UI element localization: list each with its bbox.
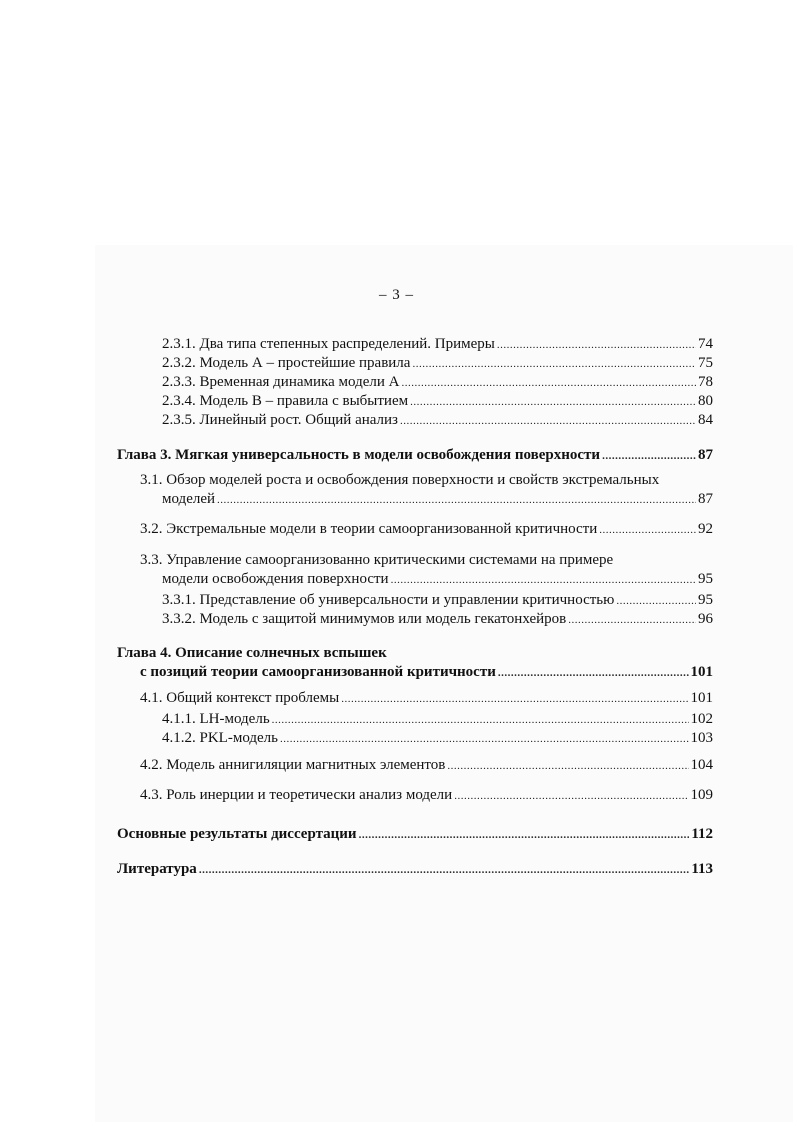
toc-entry-page: 75 xyxy=(698,355,713,371)
toc-entry-title: моделей xyxy=(162,491,216,507)
toc-entry-page: 101 xyxy=(690,690,713,706)
toc-entry-page: 80 xyxy=(698,393,713,409)
toc-entry-title: 2.3.4. Модель В – правила с выбытием xyxy=(162,393,409,409)
toc-entry-page: 101 xyxy=(690,664,713,680)
toc-entry-4-3[interactable] xyxy=(140,786,713,806)
toc-entry-2-3-2[interactable] xyxy=(162,354,713,374)
leader-dots xyxy=(341,690,688,709)
toc-entry-title: 4.1. Общий контекст проблемы xyxy=(140,690,340,706)
leader-dots xyxy=(447,757,688,776)
toc-entry-2-3-5[interactable] xyxy=(162,411,713,431)
toc-entry-title: 2.3.1. Два типа степенных распределений. Примеры xyxy=(162,336,495,352)
toc-entry-4-1[interactable] xyxy=(140,689,713,709)
toc-chapter-4-line1[interactable]: Глава 4. Описание солнечных вспышек xyxy=(117,645,387,661)
toc-entry-3-1-line1[interactable]: 3.1. Обзор моделей роста и освобождения поверхности и свойств экстремальных xyxy=(140,472,660,488)
toc-entry-title: 3.3.1. Представление об универсальности и управлении критичностью xyxy=(162,592,615,608)
toc-chapter-3[interactable] xyxy=(117,446,713,466)
toc-chapter-4[interactable] xyxy=(140,663,713,683)
toc-entry-4-1-1[interactable] xyxy=(162,710,713,730)
toc-entry-title: 2.3.2. Модель А – простейшие правила xyxy=(162,355,411,371)
toc-entry-page: 96 xyxy=(698,611,713,627)
toc-entry-2-3-1[interactable] xyxy=(162,335,713,355)
leader-dots xyxy=(280,730,688,749)
toc-entry-page: 92 xyxy=(698,521,713,537)
leader-dots xyxy=(391,571,696,590)
toc-entry-page: 87 xyxy=(698,447,713,463)
toc-literature[interactable] xyxy=(117,860,713,880)
toc-entry-title: 4.1.1. LH-модель xyxy=(162,711,270,727)
toc-entry-3-2[interactable] xyxy=(140,520,713,540)
toc-entry-title: 4.2. Модель аннигиляции магнитных элементов xyxy=(140,757,446,773)
toc-entry-page: 103 xyxy=(690,730,713,746)
page-number: – 3 – xyxy=(379,287,414,303)
leader-dots xyxy=(400,412,696,431)
toc-entry-title: Глава 3. Мягкая универсальность в модели освобождения поверхности xyxy=(117,447,601,463)
toc-entry-3-3-2[interactable] xyxy=(162,610,713,630)
toc-entry-page: 102 xyxy=(690,711,713,727)
leader-dots xyxy=(497,336,696,355)
toc-entry-4-1-2[interactable] xyxy=(162,729,713,749)
toc-entry-4-2[interactable] xyxy=(140,756,713,776)
leader-dots xyxy=(599,521,696,540)
toc-entry-2-3-4[interactable] xyxy=(162,392,713,412)
toc-entry-page: 95 xyxy=(698,592,713,608)
leader-dots xyxy=(602,447,696,466)
toc-entry-page: 109 xyxy=(690,787,713,803)
leader-dots xyxy=(454,787,688,806)
toc-entry-title: Основные результаты диссертации xyxy=(117,826,357,842)
leader-dots xyxy=(412,355,696,374)
leader-dots xyxy=(568,611,696,630)
toc-entry-title: 2.3.3. Временная динамика модели А xyxy=(162,374,400,390)
leader-dots xyxy=(498,664,689,683)
toc-entry-page: 113 xyxy=(691,861,713,877)
toc-entry-3-1[interactable] xyxy=(162,490,713,510)
toc-entry-page: 78 xyxy=(698,374,713,390)
toc-entry-page: 104 xyxy=(690,757,713,773)
toc-entry-title: модели освобождения поверхности xyxy=(162,571,389,587)
leader-dots xyxy=(401,374,696,393)
toc-entry-page: 84 xyxy=(698,412,713,428)
toc-entry-title: 3.3.2. Модель с защитой минимумов или модель гекатонхейров xyxy=(162,611,567,627)
toc-entry-3-3[interactable] xyxy=(162,570,713,590)
leader-dots xyxy=(217,491,696,510)
toc-entry-page: 87 xyxy=(698,491,713,507)
toc-entry-title: Литература xyxy=(117,861,197,877)
toc-entry-title: 4.3. Роль инерции и теоретически анализ модели xyxy=(140,787,453,803)
toc-entry-3-3-line1[interactable]: 3.3. Управление самоорганизованно критическими системами на примере xyxy=(140,552,614,568)
leader-dots xyxy=(199,861,690,880)
leader-dots xyxy=(272,711,689,730)
toc-entry-page: 95 xyxy=(698,571,713,587)
toc-entry-page: 112 xyxy=(691,826,713,842)
toc-entry-3-3-1[interactable] xyxy=(162,591,713,611)
toc-entry-title: 4.1.2. PKL-модель xyxy=(162,730,279,746)
toc-entry-title: 2.3.5. Линейный рост. Общий анализ xyxy=(162,412,398,428)
toc-entry-title: с позиций теории самоорганизованной критичности xyxy=(140,664,496,680)
leader-dots xyxy=(616,592,696,611)
toc-entry-title: 3.2. Экстремальные модели в теории самоорганизованной критичности xyxy=(140,521,598,537)
leader-dots xyxy=(410,393,696,412)
toc-entry-page: 74 xyxy=(698,336,713,352)
leader-dots xyxy=(359,826,690,845)
toc-entry-2-3-3[interactable] xyxy=(162,373,713,393)
toc-results[interactable] xyxy=(117,825,713,845)
